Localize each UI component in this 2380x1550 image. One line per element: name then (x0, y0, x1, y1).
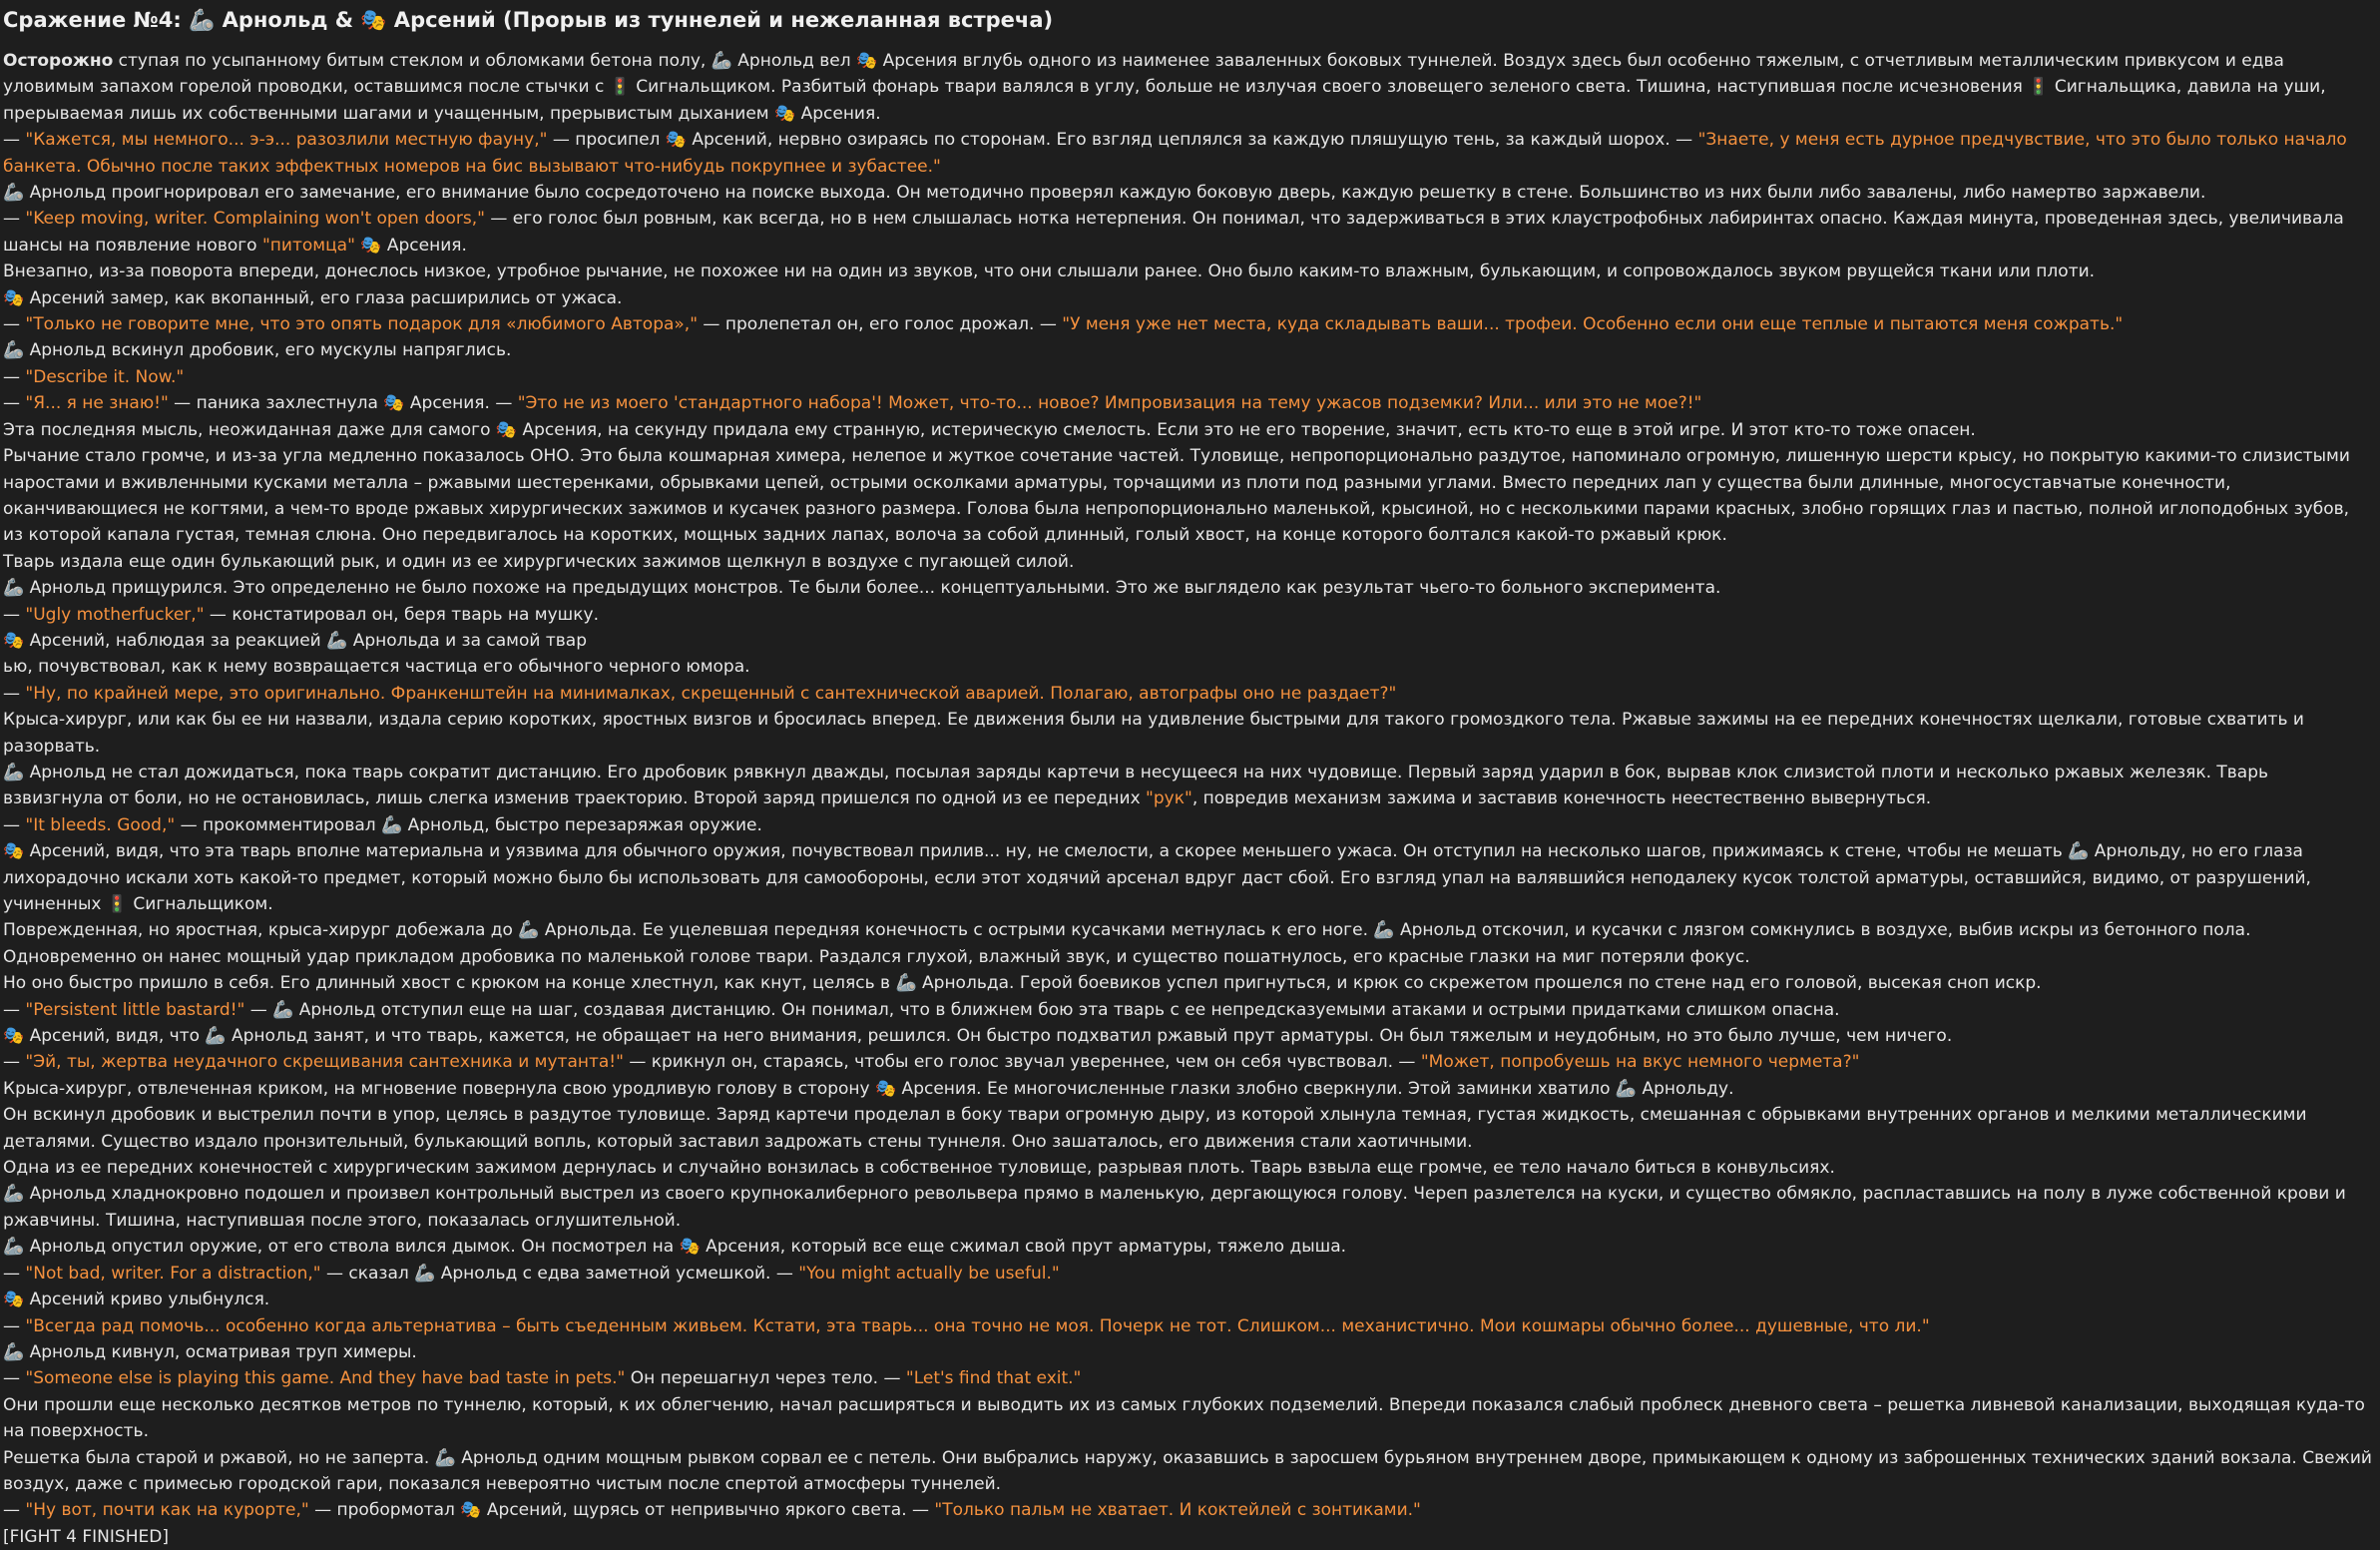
story-paragraph (3, 838, 2373, 917)
narration-text: — констатировал он, беря тварь на мушку. (204, 604, 599, 625)
story-paragraph (3, 364, 2373, 390)
narration-text: 🦾 Арнольд опустил оружие, от его ствола вился дымок. Он посмотрел на 🎭 Арсения, который все еще сжимал свой прут арматуры, тяжело дыша. (3, 1237, 1347, 1258)
story-paragraph (3, 1102, 2373, 1155)
story-paragraph (3, 1313, 2373, 1339)
story-paragraph (3, 1049, 2373, 1075)
story-paragraph (3, 311, 2373, 337)
story-paragraph (3, 917, 2373, 970)
story-paragraph (3, 1155, 2373, 1181)
narration-text: — прокомментировал 🦾 Арнольд, быстро перезаряжая оружие. (175, 814, 762, 835)
narration-text: — пролепетал он, его голос дрожал. — (698, 314, 1063, 335)
story-paragraph (3, 1339, 2373, 1365)
quote-text: "Keep moving, writer. Complaining won't open doors," (25, 209, 485, 230)
story-paragraph (3, 549, 2373, 575)
story-paragraph (3, 1365, 2373, 1391)
narration-text: — его голос был ровным, как всегда, но в нем слышалась нотка нетерпения. Он понимал, что задерживаться в этих клаустрофобных лабиринтах опасно. Каждая минута, проведенная здесь, увеличивала шансы на появление нового (3, 209, 2344, 256)
story-paragraph (3, 1392, 2373, 1445)
narration-text: — (3, 314, 26, 335)
narration-text: — (3, 999, 26, 1020)
quote-text: "Ну, по крайней мере, это оригинально. Франкенштейн на минималках, скрещенный с сантехнической аварией. Полагаю, автографы оно не раздает?" (25, 683, 1397, 704)
narration-text: 🦾 Арнольд проигнорировал его замечание, его внимание было сосредоточено на поиске выхода. Он методично проверял каждую боковую дверь, каждую решетку в стене. Большинство из них были либо завалены, либо намертво заржавели. (3, 183, 2206, 204)
story-paragraph (3, 180, 2373, 206)
narration-text: — (3, 1500, 26, 1521)
narration-text: Поврежденная, но яростная, крыса-хирург добежала до 🦾 Арнольда. Ее уцелевшая передняя конечность с острыми кусачками метнулась к его ноге. 🦾 Арнольд отскочил, и кусачки с лязгом сомкнулись в воздухе, выбив искры из бетонного пола. Одновременно он нанес мощный удар прикладом дробовика по маленькой голове твари. Раздался глухой, влажный звук, и существо пошатнулось, его красные глазки на миг потеряли фокус. (3, 920, 2251, 967)
narration-text: 🎭 Арсения. (354, 235, 467, 256)
quote-text: "Not bad, writer. For a distraction," (25, 1263, 321, 1284)
narration-text: ью, почувствовал, как к нему возвращается частица его обычного черного юмора. (3, 657, 750, 678)
story-paragraph (3, 1181, 2373, 1234)
quote-text: "Persistent little bastard!" (25, 999, 245, 1020)
story-body (3, 48, 2373, 1550)
narration-text: 🦾 Арнольд не стал дожидаться, пока тварь сократит дистанцию. Его дробовик рявкнул дважды, посылая заряды картечи в несущееся на них чудовище. Первый заряд ударил в бок, вырвав клок слизистой плоти и несколько ржавых железяк. Тварь взвизгнула от боли, но не остановилась, лишь слегка изменив траекторию. Второй заряд пришелся по одной из ее передних (3, 762, 2269, 809)
chat-message (3, 6, 2373, 1550)
story-paragraph (3, 575, 2373, 601)
story-paragraph (3, 707, 2373, 760)
story-paragraph (3, 681, 2373, 707)
story-paragraph (3, 1076, 2373, 1102)
quote-text: "рук" (1146, 788, 1192, 809)
narration-text: Внезапно, из-за поворота впереди, донеслось низкое, утробное рычание, не похожее ни на один из звуков, что они слышали ранее. Оно было каким-то влажным, булькающим, и сопровождалось звуком рвущейся ткани или плоти. (3, 261, 2096, 282)
story-paragraph (3, 970, 2373, 996)
narration-text: Тварь издала еще один булькающий рык, и один из ее хирургических зажимов щелкнул в воздухе с пугающей силой. (3, 551, 1075, 572)
story-paragraph (3, 285, 2373, 311)
narration-text: Рычание стало громче, и из-за угла медленно показалось ОНО. Это была кошмарная химера, нелепое и жуткое сочетание частей. Туловище, непропорционально раздутое, напоминало огромную, лишенную шерсти крысу, но покрытую какими-то слизистыми наростами и вживленными кусками металла – ржавыми шестеренками, обрывками цепей, острыми осколками арматуры, торчащими из плоти под разными углами. Вместо передних лап у существа были длинные, многосуставчатые конечности, оканчивающиеся не когтями, а чем-то вроде ржавых хирургических зажимов и кусачек разного размера. Голова была непропорционально маленькой, крысиной, но с несколькими парами красных, злобно горящих глаз и пастью, полной иглоподобных зубов, из которой капала густая, темная слюна. Оно передвигалось на коротких, мощных задних лапах, волоча за собой длинный, голый хвост, на конце которого болтался какой-то ржавый крюк. (3, 446, 2350, 546)
quote-text: "Someone else is playing this game. And they have bad taste in pets." (25, 1368, 626, 1389)
story-paragraph (3, 443, 2373, 549)
narration-text: Эта последняя мысль, неожиданная даже для самого 🎭 Арсения, на секунду придала ему странную, истерическую смелость. Если это не его творение, значит, есть кто-то еще в этой игре. И этот кто-то тоже опасен. (3, 419, 1976, 440)
story-paragraph (3, 1287, 2373, 1312)
narration-text: 🎭 Арсений, видя, что 🦾 Арнольд занят, и что тварь, кажется, не обращает на него внимания, решился. Он быстро подхватил ржавый прут арматуры. Он был тяжелым и неудобным, но это было лучше, чем ничего. (3, 1026, 1953, 1047)
story-paragraph (3, 1445, 2373, 1498)
narration-text: — 🦾 Арнольд отступил еще на шаг, создавая дистанцию. Он понимал, что в ближнем бою эта тварь с ее непредсказуемыми атаками и острыми придатками слишком опасна. (244, 999, 1840, 1020)
story-paragraph (3, 1023, 2373, 1049)
quote-text: "Ugly motherfucker," (25, 604, 205, 625)
quote-text: "You might actually be useful." (798, 1263, 1060, 1284)
story-paragraph (3, 127, 2373, 180)
story-paragraph (3, 390, 2373, 416)
narration-text: — (3, 1263, 26, 1284)
narration-text: — паника захлестнула 🎭 Арсения. — (168, 393, 518, 414)
story-paragraph (3, 417, 2373, 443)
narration-text: — пробормотал 🎭 Арсений, щурясь от непривычно яркого света. — (308, 1500, 935, 1521)
quote-text: "Let's find that exit." (905, 1368, 1082, 1389)
narration-text: Крыса-хирург, отвлеченная криком, на мгновение повернула свою уродливую голову в сторону 🎭 Арсения. Ее многочисленные глазки злобно сверкнули. Этой заминки хватило 🦾 Арнольду. (3, 1078, 1734, 1099)
story-paragraph (3, 258, 2373, 284)
quote-text: "У меня уже нет места, куда складывать ваши... трофеи. Особенно если они еще теплые и пытаются меня сожрать." (1062, 314, 2124, 335)
quote-text: "Только пальм не хватает. И коктейлей с зонтиками." (934, 1500, 1421, 1521)
story-paragraph (3, 1524, 2373, 1550)
story-paragraph (3, 1234, 2373, 1260)
narration-text: Но оно быстро пришло в себя. Его длинный хвост с крюком на конце хлестнул, как кнут, целясь в 🦾 Арнольда. Герой боевиков успел пригнуться, и крюк со скрежетом прошелся по стене над его головой, высекая сноп искр. (3, 973, 2042, 994)
narration-text: — (3, 604, 26, 625)
narration-text: — (3, 1052, 26, 1073)
narration-text: 🦾 Арнольд прищурился. Это определенно не было похоже на предыдущих монстров. Те были более... концептуальными. Это же выглядело как результат чьего-то больного эксперимента. (3, 578, 1721, 599)
narration-text: — (3, 366, 26, 387)
narration-text: — (3, 393, 26, 414)
narration-text: Решетка была старой и ржавой, но не заперта. 🦾 Арнольд одним мощным рывком сорвал ее с петель. Они выбрались наружу, оказавшись в заросшем бурьяном внутреннем дворе, примыкающем к одному из заброшенных технических зданий вокзала. Свежий воздух, даже с примесью городской гари, показался невероятно чистым после спертой атмосферы туннелей. (3, 1447, 2372, 1494)
narration-text: Он вскинул дробовик и выстрелил почти в упор, целясь в раздутое туловище. Заряд картечи проделал в боку твари огромную дыру, из которой хлынула темная, густая жидкость, смешанная с обрывками внутренних органов и мелкими металлическими деталями. Существо издало пронзительный, булькающий вопль, который заставил задрожать стены туннеля. Оно зашаталось, его движения стали хаотичными. (3, 1105, 2307, 1152)
narration-text: — (3, 1315, 26, 1336)
quote-text: "Я... я не знаю!" (25, 393, 169, 414)
narration-text: 🦾 Арнольд хладнокровно подошел и произвел контрольный выстрел из своего крупнокалиберного револьвера прямо в маленькую, дергающуюся голову. Череп разлетелся на куски, и существо обмякло, распластавшись на полу в луже собственной крови и ржавчины. Тишина, наступившая после этого, показалась оглушительной. (3, 1184, 2346, 1231)
story-paragraph (3, 812, 2373, 838)
narration-text: — (3, 1368, 26, 1389)
narration-text: 🎭 Арсений, наблюдая за реакцией 🦾 Арнольда и за самой твар (3, 630, 587, 651)
story-paragraph (3, 1261, 2373, 1287)
quote-text: "It bleeds. Good," (25, 814, 176, 835)
quote-text: "питомца" (261, 235, 355, 256)
quote-text: "Эй, ты, жертва неудачного скрещивания сантехника и мутанта!" (25, 1052, 624, 1073)
story-paragraph (3, 997, 2373, 1023)
quote-text: "Ну вот, почти как на курорте," (25, 1500, 309, 1521)
quote-text: "Describe it. Now." (25, 366, 185, 387)
story-paragraph (3, 654, 2373, 680)
narration-text: Они прошли еще несколько десятков метров по туннелю, который, к их облегчению, начал расширяться и выводить их из самых глубоких подземелий. Впереди показался слабый проблеск дневного света – решетка ливневой канализации, выходящая куда-то на поверхность. (3, 1394, 2365, 1442)
narration-text: — сказал 🦾 Арнольд с едва заметной усмешкой. — (320, 1263, 799, 1284)
story-paragraph (3, 628, 2373, 654)
narration-text: Одна из ее передних конечностей с хирургическим зажимом дернулась и случайно вонзилась в собственное туловище, разрывая плоть. Тварь взвыла еще громче, ее тело начало биться в конвульсиях. (3, 1158, 1835, 1179)
narration-text: ступая по усыпанному битым стеклом и обломками бетона полу, 🦾 Арнольд вел 🎭 Арсения вглубь одного из наименее заваленных боковых туннелей. Воздух здесь был особенно тяжелым, с отчетливым металлическим привкусом и едва уловимым запахом горелой проводки, оставшимся после стычки с 🚦 Сигнальщиком. Разбитый фонарь твари валялся в углу, больше не излучая своего зловещего зеленого света. Тишина, наступившая после исчезновения 🚦 Сигнальщика, давила на уши, прерываемая лишь их собственными шагами и учащенным, прерывистым дыханием 🎭 Арсения. (3, 51, 2326, 124)
narration-text: — крикнул он, стараясь, чтобы его голос звучал увереннее, чем он себя чувствовал. — (623, 1052, 1421, 1073)
narration-text: 🦾 Арнольд вскинул дробовик, его мускулы напряглись. (3, 340, 512, 361)
narration-text: [FIGHT 4 FINISHED] (3, 1526, 169, 1547)
narration-text: 🎭 Арсений замер, как вкопанный, его глаза расширились от ужаса. (3, 287, 623, 308)
quote-text: "Кажется, мы немного... э-э... разозлили местную фауну," (25, 130, 548, 151)
story-paragraph (3, 602, 2373, 628)
quote-text: "Знаете, у меня есть дурное предчувствие, что это было только начало банкета. Обычно после таких эффектных номеров на бис вызывают что-нибудь покрупнее и зубастее." (3, 130, 2347, 177)
narration-text: — просипел 🎭 Арсений, нервно озираясь по сторонам. Его взгляд цеплялся за каждую пляшущую тень, за каждый шорох. — (547, 130, 1698, 151)
story-paragraph (3, 48, 2373, 127)
fight-title: Сражение №4: 🦾 Арнольд & 🎭 Арсений (Прорыв из туннелей и нежеланная встреча) (3, 8, 1054, 32)
quote-text: "Может, попробуешь на вкус немного чермета?" (1420, 1052, 1860, 1073)
narration-text: — (3, 130, 26, 151)
quote-text: "Всегда рад помочь... особенно когда альтернатива – быть съеденным живьем. Кстати, эта тварь... она точно не моя. Почерк не тот. Слишком... механистично. Мои кошмары обычно более... душевные, что ли." (25, 1315, 1930, 1336)
narration-text: , повредив механизм зажима и заставив конечность неестественно вывернуться. (1191, 788, 1932, 809)
story-paragraph (3, 337, 2373, 363)
narration-text: 🎭 Арсений криво улыбнулся. (3, 1290, 270, 1310)
narration-text: Он перешагнул через тело. — (625, 1368, 906, 1389)
narration-text: 🦾 Арнольд кивнул, осматривая труп химеры. (3, 1341, 417, 1362)
narration-text: — (3, 683, 26, 704)
bold-text: Осторожно (3, 51, 114, 71)
story-paragraph (3, 1497, 2373, 1523)
story-paragraph (3, 760, 2373, 812)
narration-text: — (3, 209, 26, 230)
narration-text: 🎭 Арсений, видя, что эта тварь вполне материальна и уязвима для обычного оружия, почувствовал прилив... ну, не смелости, а скорее меньшего ужаса. Он отступил на несколько шагов, прижимаясь к стене, чтобы не мешать 🦾 Арнольду, но его глаза лихорадочно искали хоть какой-то предмет, который можно было бы использовать для самообороны, если этот ходячий арсенал вдруг даст сбой. Его взгляд упал на валявшийся неподалеку кусок толстой арматуры, оставшийся, видимо, от разрушений, учиненных 🚦 Сигнальщиком. (3, 841, 2311, 914)
story-paragraph (3, 206, 2373, 258)
narration-text: — (3, 814, 26, 835)
narration-text: Крыса-хирург, или как бы ее ни назвали, издала серию коротких, яростных визгов и бросилась вперед. Ее движения были на удивление быстрыми для такого громоздкого тела. Ржавые зажимы на ее передних конечностях щелкали, готовые схватить и разорвать. (3, 710, 2304, 757)
quote-text: "Это не из моего 'стандартного набора'! Может, что-то... новое? Импровизация на тему ужасов подземки? Или... или это не мое?!" (517, 393, 1702, 414)
quote-text: "Только не говорите мне, что это опять подарок для «любимого Автора»," (25, 314, 699, 335)
